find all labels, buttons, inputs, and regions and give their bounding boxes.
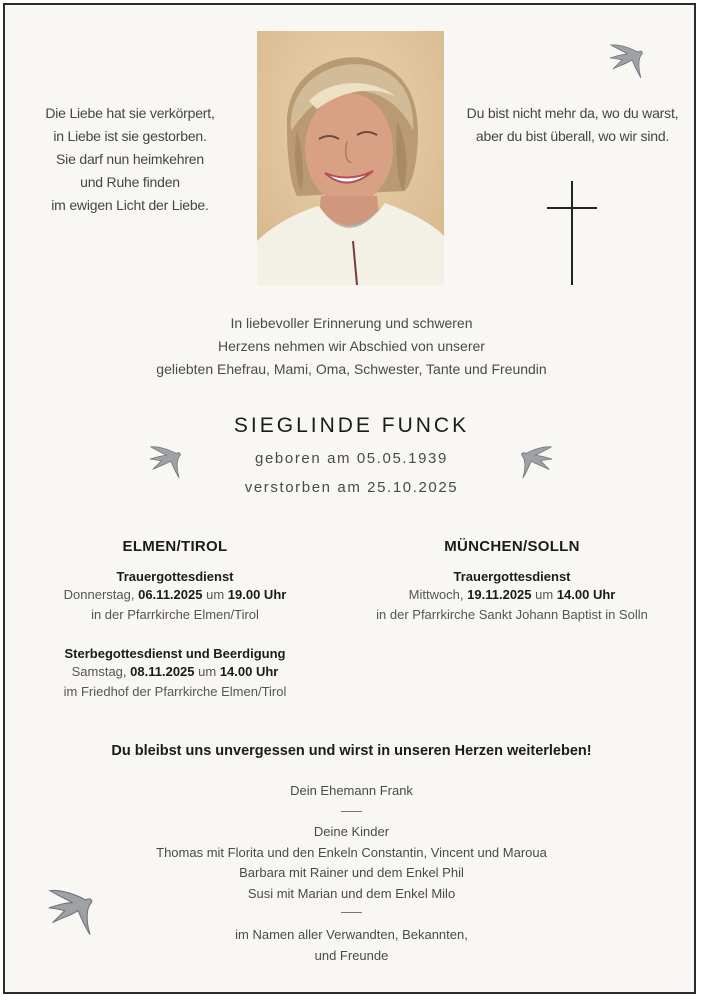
- closing-line: im Namen aller Verwandten, Bekannten,: [235, 927, 468, 942]
- quote-right-line: aber du bist überall, wo wir sind.: [475, 128, 670, 144]
- portrait-illustration: [257, 31, 444, 285]
- cross-vertical-bar: [571, 181, 573, 285]
- closing-line: und Freunde: [314, 947, 389, 963]
- intro-text: [0, 312, 703, 381]
- quote-left-line: Sie darf nun heimkehren: [56, 151, 204, 167]
- quote-left: [20, 102, 240, 217]
- quote-left-line: und Ruhe finden: [80, 174, 180, 190]
- separator: [341, 912, 362, 913]
- quote-left-line: in Liebe ist sie gestorben.: [53, 128, 207, 144]
- intro-line: Herzens nehmen wir Abschied von unserer: [218, 338, 485, 354]
- death-date: verstorben am 25.10.2025: [244, 479, 459, 496]
- service-place: in der Pfarrkirche Elmen/Tirol: [91, 607, 259, 622]
- services-muenchen: [337, 538, 687, 625]
- quote-left-line: Die Liebe hat sie verkörpert,: [45, 105, 215, 121]
- service-title: Trauergottesdienst: [453, 569, 571, 584]
- deceased-name: SIEGLINDE FUNCK: [233, 414, 470, 437]
- intro-line: In liebevoller Erinnerung und schweren: [230, 315, 473, 331]
- closing-block: [0, 925, 703, 966]
- swallow-icon: [46, 886, 94, 943]
- separator: [341, 811, 362, 812]
- child-line: Barbara mit Rainer und dem Enkel Phil: [239, 865, 464, 880]
- location-heading: ELMEN/TIROL: [122, 538, 228, 555]
- service-place: im Friedhof der Pfarrkirche Elmen/Tirol: [63, 684, 287, 699]
- service-title: Trauergottesdienst: [116, 569, 234, 584]
- child-line: Susi mit Marian und dem Enkel Milo: [247, 885, 456, 901]
- swallow-icon: [148, 444, 182, 485]
- portrait-photo: [257, 31, 444, 285]
- location-heading: MÜNCHEN/SOLLN: [444, 538, 580, 555]
- services-elmen: [0, 538, 350, 702]
- children-heading: Deine Kinder: [313, 824, 390, 839]
- spouse-line: Dein Ehemann Frank: [290, 783, 413, 798]
- birth-date: geboren am 05.05.1939: [255, 450, 448, 467]
- service-datetime: Mittwoch, 19.11.2025 um 14.00 Uhr: [408, 587, 616, 602]
- quote-left-line: im ewigen Licht der Liebe.: [51, 197, 209, 213]
- intro-line: geliebten Ehefrau, Mami, Oma, Schwester, Tante und Freundin: [156, 361, 547, 377]
- swallow-icon: [608, 42, 644, 85]
- motto: Du bleibst uns unvergessen und wirst in unseren Herzen weiterleben!: [111, 743, 592, 759]
- children-block: [0, 822, 703, 904]
- swallow-icon: [520, 444, 554, 485]
- quote-right: [455, 102, 690, 148]
- service-place: in der Pfarrkirche Sankt Johann Baptist in Solln: [376, 607, 648, 622]
- service-datetime: Donnerstag, 06.11.2025 um 19.00 Uhr: [63, 587, 287, 602]
- service-datetime: Samstag, 08.11.2025 um 14.00 Uhr: [71, 664, 279, 679]
- child-line: Thomas mit Florita und den Enkeln Constantin, Vincent und Maroua: [156, 844, 547, 860]
- service-title: Sterbegottesdienst und Beerdigung: [64, 646, 286, 661]
- cross-horizontal-bar: [547, 207, 597, 209]
- quote-right-line: Du bist nicht mehr da, wo du warst,: [466, 105, 679, 121]
